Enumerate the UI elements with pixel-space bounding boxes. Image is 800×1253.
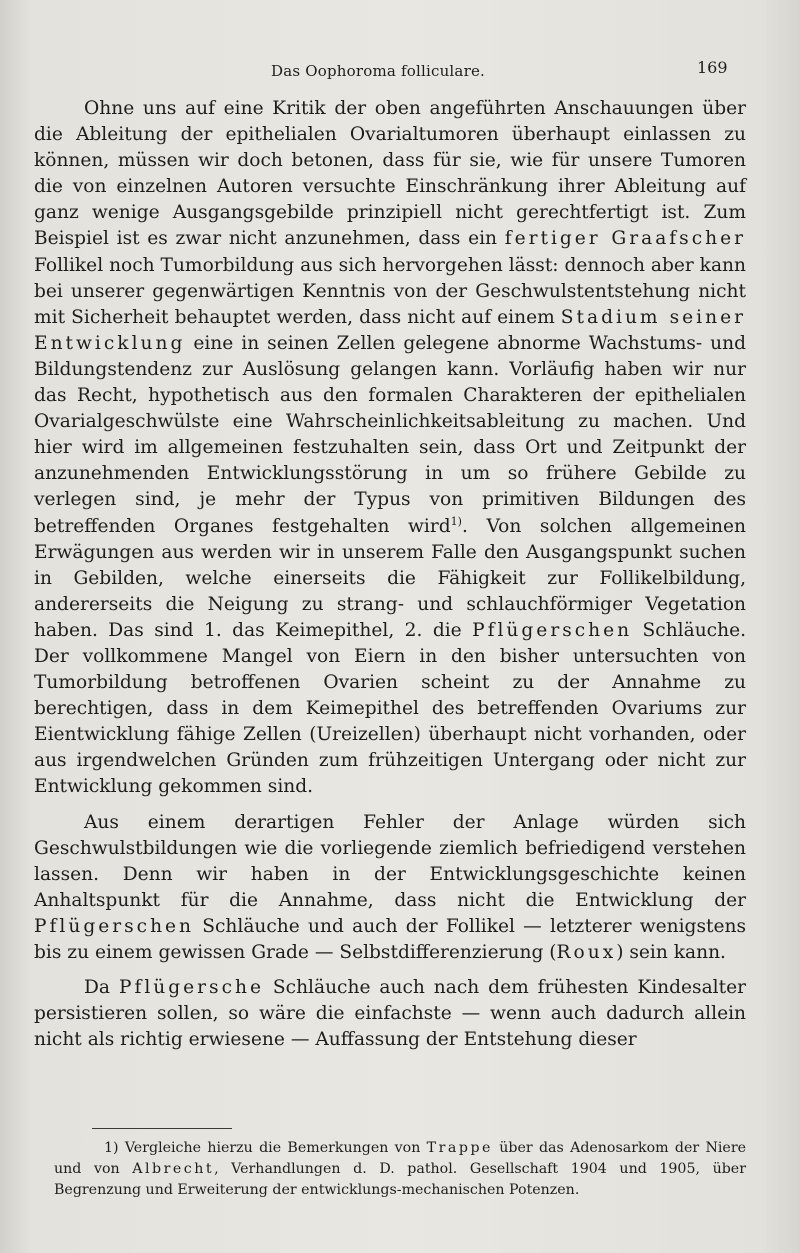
text-run: über das Adenosarkom der Niere und von [54,1140,746,1177]
text-run: Ohne uns auf eine Kritik der oben angeführten Anschauungen über die Ableitung der epithelialen Ovarialtumoren überhaupt einlassen zu können, müssen wir doch betonen, dass für sie, wie für unsere Tumoren die von einzelnen Autoren versuchte Einschränkung ihrer Ableitung auf ganz wenige Ausgangsgebilde prinzipiell nicht gerechtfertigt ist. Zum Beispiel ist es zwar nicht anzunehmen, dass ein [34,98,746,250]
emphasized-name: Trappe [426,1140,493,1156]
emphasized-term: Pflügerschen [34,915,195,937]
text-run: , Verhandlungen d. D. pathol. Gesellschaft 1904 und 1905, über Begrenzung und Erweiterung der entwicklungs-mechanischen Potenzen. [54,1161,746,1198]
footnote-reference: 1) [450,514,462,528]
text-run: Schläuche und auch der Follikel — letzterer wenigstens bis zu einem gewissen Grade — Selbstdifferenzierung ( [34,915,746,963]
paragraph [34,810,746,967]
emphasized-term: fertiger Graafscher [504,228,746,250]
text-run: Schläuche. Der vollkommene Mangel von Eiern in den bisher untersuchten von Tumorbildung betroffenen Ovarien scheint zu der Annahme zu berechtigen, dass in dem Keimepithel des betreffenden Ovariums zur Eientwicklung fähige Zellen (Ureizellen) überhaupt nicht vorhanden, oder aus irgendwelchen Gründen zum frühzeitigen Untergang oder nicht zur Entwicklung gekommen sind. [34,619,746,798]
text-run: 1) Vergleiche hierzu die Bemerkungen von [104,1140,427,1156]
text-run: eine in seinen Zellen gelegene abnorme Wachstums- und Bildungstendenz zur Auslösung gelangen kann. Vorläufig haben wir nur das Recht, hypothetisch aus den formalen Charakteren der epithelialen Ovarialgeschwülste eine Wahrscheinlichkeitsableitung zu machen. Und hier wird im allgemeinen festzuhalten sein, dass Ort und Zeitpunkt der anzunehmenden Entwicklungsstörung in um so frühere Gebilde zu verlegen sind, je mehr der Typus von primitiven Bildungen des betreffenden Organes festgehalten wird [34,332,746,537]
text-run: ) sein kann. [616,942,726,963]
footnote [54,1138,746,1201]
emphasized-name: Albrecht [132,1161,215,1177]
paragraph [34,96,746,801]
text-run: . Von solchen allgemeinen Erwägungen aus werden wir in unserem Falle den Ausgangspunkt suchen in Gebilden, welche einerseits die Fähigkeit zur Follikelbildung, andererseits die Neigung zu strang- und schlauchförmiger Vegetation haben. Das sind 1. das Keimepithel, 2. die [34,515,746,641]
emphasized-term: Pflügersche [118,977,264,999]
emphasized-term: Roux [556,942,617,963]
emphasized-term: Stadium seiner Entwicklung [34,306,746,354]
text-run: Da [84,977,119,999]
page-header [0,58,800,88]
text-run: Aus einem derartigen Fehler der Anlage würden sich Geschwulstbildungen wie die vorliegende ziemlich befriedigend verstehen lassen. Denn wir haben in der Entwicklungsgeschichte keinen Anhaltspunkt für die Annahme, dass nicht die Entwicklung der [34,811,746,911]
footnote-divider [92,1128,232,1129]
running-title: Das Oophoroma folliculare. [271,62,485,80]
emphasized-term: Pflügerschen [472,619,633,641]
text-run: Schläuche auch nach dem frühesten Kindesalter persistieren sollen, so wäre die einfachste — wenn auch dadurch allein nicht als richtig erwiesene — Auffassung der Entstehung dieser [34,977,746,1051]
paragraph [34,975,746,1053]
body-text [34,96,746,1053]
text-run: Follikel noch Tumorbildung aus sich hervorgehen lässt: dennoch aber kann bei unserer gegenwärtigen Kenntnis von der Geschwulstentstehung nicht mit Sicherheit behauptet werden, dass nicht auf einem [34,254,746,328]
page-number: 169 [697,58,728,77]
